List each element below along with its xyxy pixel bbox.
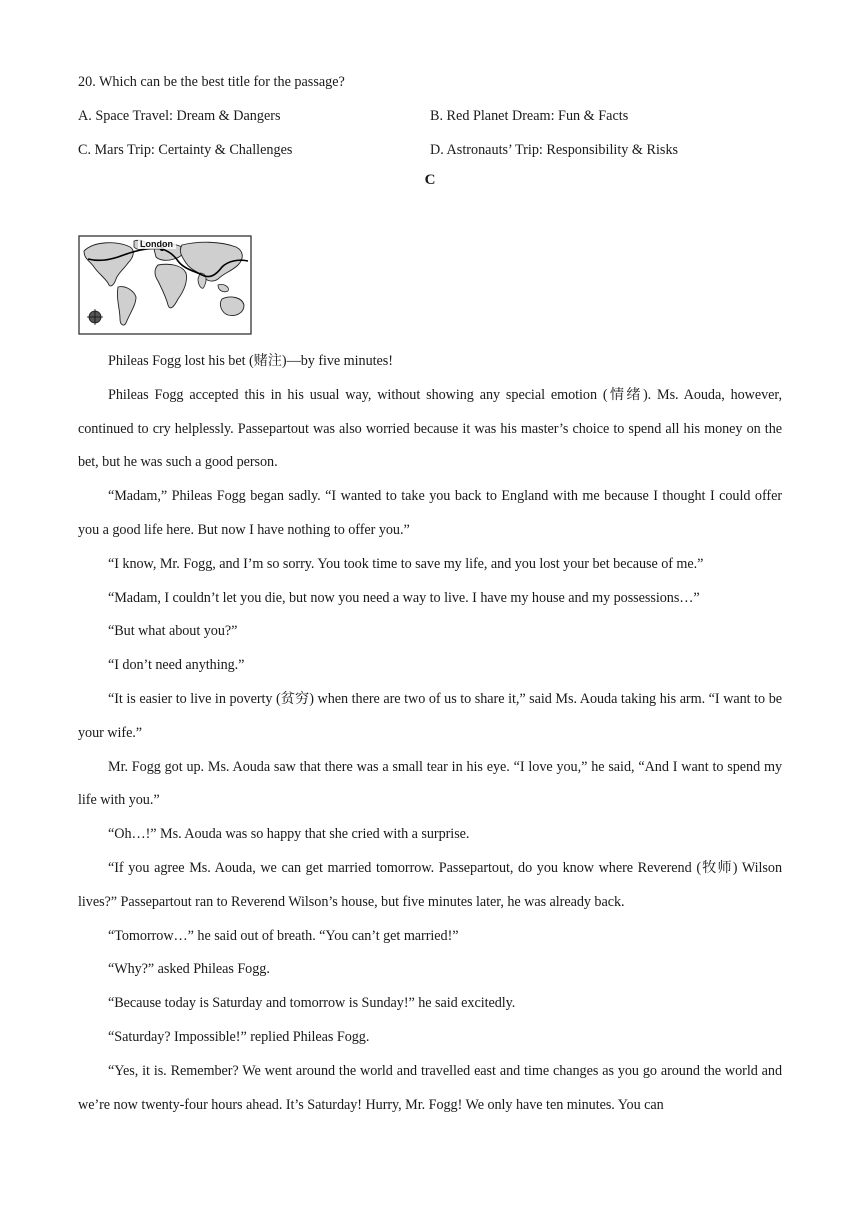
paragraph: “Because today is Saturday and tomorrow is Sunday!” he said excitedly. xyxy=(108,995,516,1012)
world-map-image xyxy=(78,235,252,335)
paragraph: “Madam,” Phileas Fogg began sadly. “I wanted to take you back to England with me because I thought I could offer you a good life here. But now I have nothing to offer you.” xyxy=(78,488,782,538)
passage xyxy=(78,345,782,1122)
option-d[interactable]: D. Astronauts’ Trip: Responsibility & Risks xyxy=(430,142,679,158)
paragraph: “I don’t need anything.” xyxy=(108,657,245,674)
map-label-london: London xyxy=(140,239,173,249)
option-a[interactable]: A. Space Travel: Dream & Dangers xyxy=(78,108,281,124)
paragraph: “But what about you?” xyxy=(108,623,238,640)
option-c[interactable]: C. Mars Trip: Certainty & Challenges xyxy=(78,142,293,158)
paragraph: “Madam, I couldn’t let you die, but now you need a way to live. I have my house and my possessions…” xyxy=(108,589,700,606)
paragraph: “It is easier to live in poverty (贫穷) when there are two of us to share it,” said Ms. Aouda taking his arm. “I want to be your wife.” xyxy=(78,690,782,741)
paragraph: “Tomorrow…” he said out of breath. “You can’t get married!” xyxy=(108,927,459,944)
question-stem: 20. Which can be the best title for the passage? xyxy=(78,74,345,90)
paragraph: Mr. Fogg got up. Ms. Aouda saw that there was a small tear in his eye. “I love you,” he said, “And I want to spend my life with you.” xyxy=(78,758,782,809)
paragraph: “Saturday? Impossible!” replied Phileas Fogg. xyxy=(108,1028,370,1045)
paragraph: “Why?” asked Phileas Fogg. xyxy=(108,961,270,978)
paragraph: “I know, Mr. Fogg, and I’m so sorry. You took time to save my life, and you lost your bet because of me.” xyxy=(108,555,704,572)
paragraph: Phileas Fogg accepted this in his usual way, without showing any special emotion (情绪). Ms. Aouda, however, continued to cry helplessly. Passepartout was also worried because it was his master’s choice to spend all his money on the bet, but he was such a good person. xyxy=(78,386,782,471)
paragraph: “Yes, it is. Remember? We went around the world and travelled east and time changes as you go around the world and we’re now twenty-four hours ahead. It’s Saturday! Hurry, Mr. Fogg! We only have ten minutes. You can xyxy=(78,1062,782,1113)
paragraph: “Oh…!” Ms. Aouda was so happy that she cried with a surprise. xyxy=(108,826,470,843)
paragraph: Phileas Fogg lost his bet (赌注)—by five minutes! xyxy=(108,353,393,369)
section-label: C xyxy=(424,172,436,188)
option-b[interactable]: B. Red Planet Dream: Fun & Facts xyxy=(430,108,629,124)
paragraph: “If you agree Ms. Aouda, we can get married tomorrow. Passepartout, do you know where Reverend (牧师) Wilson lives?” Passepartout ran to Reverend Wilson’s house, but five minutes later, he was already back. xyxy=(78,859,782,910)
